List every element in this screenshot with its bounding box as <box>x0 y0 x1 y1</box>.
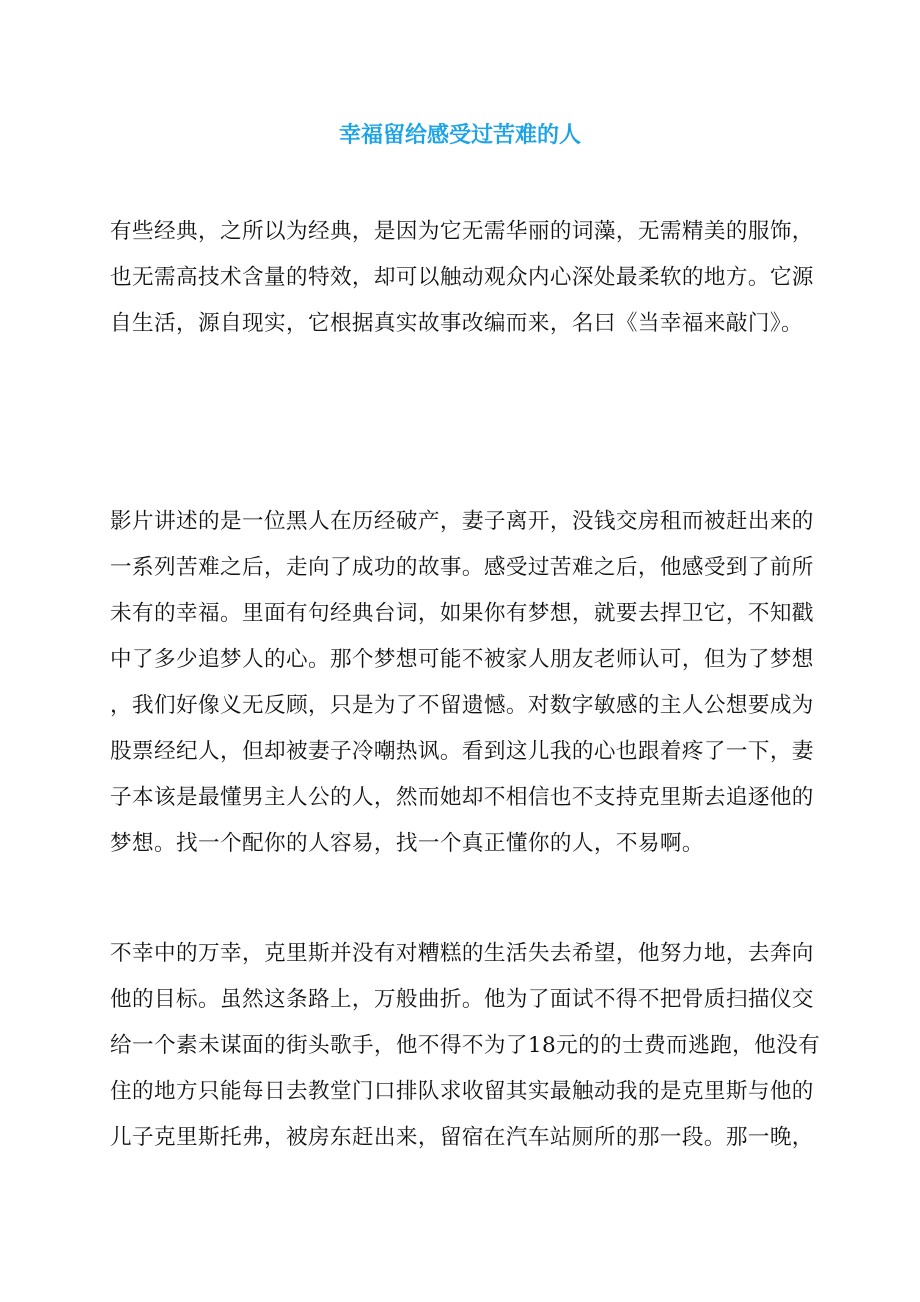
text-line: 儿子克里斯托弗，被房东赶出来，留宿在汽车站厕所的那一段。那一晚， <box>110 1125 814 1150</box>
text-line: 不幸中的万幸，克里斯并没有对糟糕的生活失去希望，他努力地，去奔向 <box>110 941 814 966</box>
text-line: 中了多少追梦人的心。那个梦想可能不被家人朋友老师认可，但为了梦想 <box>110 647 814 672</box>
paragraph-2 <box>110 499 814 867</box>
text-line: 梦想。找一个配你的人容易，找一个真正懂你的人，不易啊。 <box>110 831 704 856</box>
text-line: 他的目标。虽然这条路上，万般曲折。他为了面试不得不把骨质扫描仪交 <box>110 987 814 1012</box>
text-line: 影片讲述的是一位黑人在历经破产，妻子离开，没钱交房租而被赶出来的 <box>110 509 814 534</box>
text-line: 住的地方只能每日去教堂门口排队求收留其实最触动我的是克里斯与他的 <box>110 1079 814 1104</box>
text-line: 给一个素未谋面的街头歌手，他不得不为了18元的的士费而逃跑，他没有 <box>110 1033 821 1058</box>
paragraph-1 <box>110 209 814 347</box>
text-line: 子本该是最懂男主人公的人，然而她却不相信也不支持克里斯去追逐他的 <box>110 785 814 810</box>
text-line: 一系列苦难之后，走向了成功的故事。感受过苦难之后，他感受到了前所 <box>110 555 814 580</box>
paragraph-3 <box>110 931 821 1161</box>
document-title: 幸福留给感受过苦难的人 <box>338 123 581 148</box>
text-line: 有些经典，之所以为经典，是因为它无需华丽的词藻，无需精美的服饰， <box>110 219 814 244</box>
text-line: 股票经纪人，但却被妻子冷嘲热讽。看到这儿我的心也跟着疼了一下，妻 <box>110 739 814 764</box>
text-line: 自生活，源自现实，它根据真实故事改编而来，名曰《当幸福来敲门》。 <box>110 311 804 336</box>
text-line: ，我们好像义无反顾，只是为了不留遗憾。对数字敏感的主人公想要成为 <box>110 693 814 718</box>
text-line: 未有的幸福。里面有句经典台词，如果你有梦想，就要去捍卫它，不知戳 <box>110 601 814 626</box>
text-line: 也无需高技术含量的特效，却可以触动观众内心深处最柔软的地方。它源 <box>110 265 814 290</box>
